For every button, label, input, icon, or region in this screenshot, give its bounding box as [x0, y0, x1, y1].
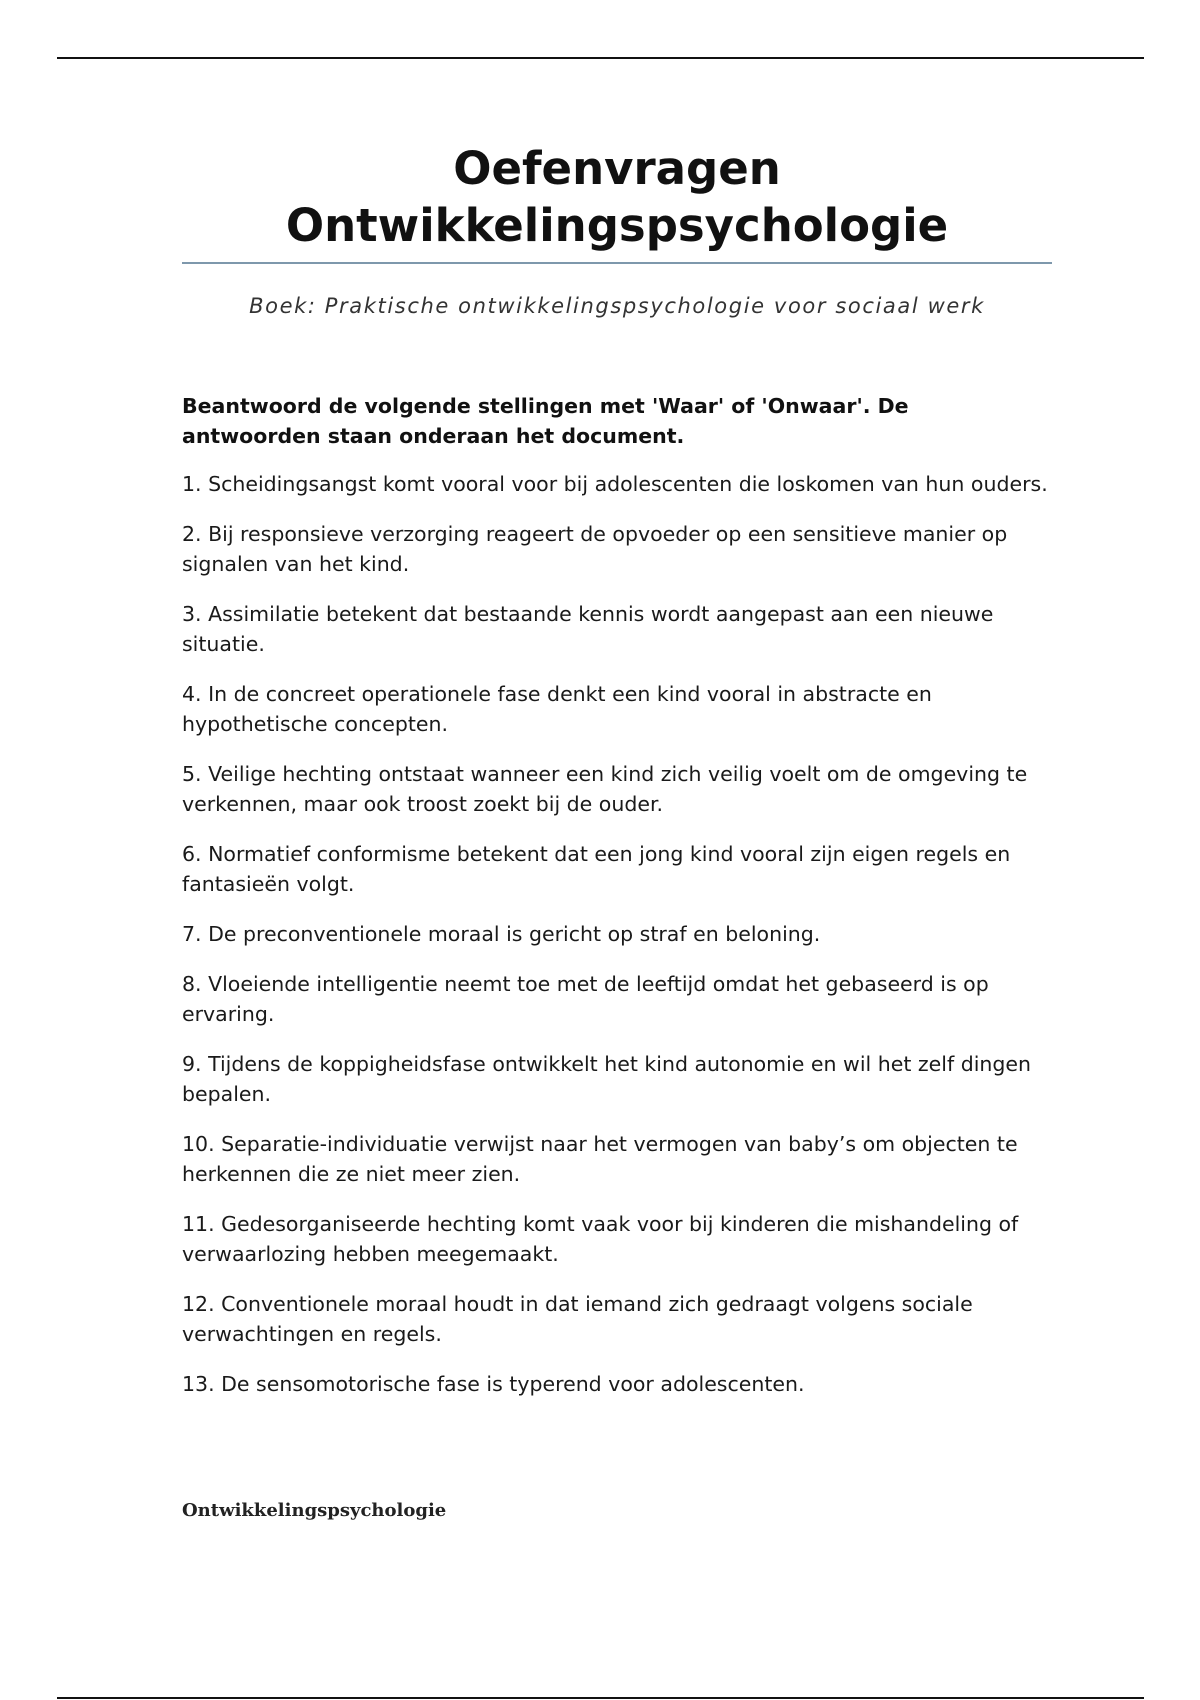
document-subtitle: Boek: Praktische ontwikkelingspsychologie voor sociaal werk [249, 294, 985, 318]
question-item: 11. Gedesorganiseerde hechting komt vaak voor bij kinderen die mishandeling of verwaarlozing hebben meegemaakt. [182, 1212, 1019, 1266]
question-list [182, 469, 1052, 1399]
question-item: 8. Vloeiende intelligentie neemt toe met de leeftijd omdat het gebaseerd is op ervaring. [182, 972, 989, 1026]
question-item: 5. Veilige hechting ontstaat wanneer een kind zich veilig voelt om de omgeving te verkennen, maar ook troost zoekt bij de ouder. [182, 762, 1028, 816]
instruction-text: Beantwoord de volgende stellingen met 'Waar' of 'Onwaar'. De antwoorden staan onderaan het document. [182, 394, 909, 448]
document-body [182, 140, 1052, 1419]
title-line-1: Oefenvragen [453, 142, 781, 195]
question-item: 13. De sensomotorische fase is typerend voor adolescenten. [182, 1372, 805, 1396]
question-item: 12. Conventionele moraal houdt in dat iemand zich gedraagt volgens sociale verwachtingen en regels. [182, 1292, 973, 1346]
question-item: 7. De preconventionele moraal is gericht op straf en beloning. [182, 922, 821, 946]
question-item: 9. Tijdens de koppigheidsfase ontwikkelt het kind autonomie en wil het zelf dingen bepalen. [182, 1052, 1032, 1106]
question-item: 3. Assimilatie betekent dat bestaande kennis wordt aangepast aan een nieuwe situatie. [182, 602, 994, 656]
question-item: 10. Separatie-individuatie verwijst naar het vermogen van baby’s om objecten te herkennen die ze niet meer zien. [182, 1132, 1018, 1186]
page-top-rule [57, 57, 1144, 59]
question-item: 4. In de concreet operationele fase denkt een kind vooral in abstracte en hypothetische concepten. [182, 682, 932, 736]
document-title [182, 140, 1052, 254]
question-item: 2. Bij responsieve verzorging reageert de opvoeder op een sensitieve manier op signalen van het kind. [182, 522, 1008, 576]
question-item: 6. Normatief conformisme betekent dat een jong kind vooral zijn eigen regels en fantasieën volgt. [182, 842, 1011, 896]
footer-label: Ontwikkelingspsychologie [182, 1500, 447, 1521]
page-bottom-rule [57, 1697, 1144, 1699]
question-item: 1. Scheidingsangst komt vooral voor bij adolescenten die loskomen van hun ouders. [182, 472, 1048, 496]
title-line-2: Ontwikkelingspsychologie [285, 199, 949, 252]
title-divider [182, 262, 1052, 264]
